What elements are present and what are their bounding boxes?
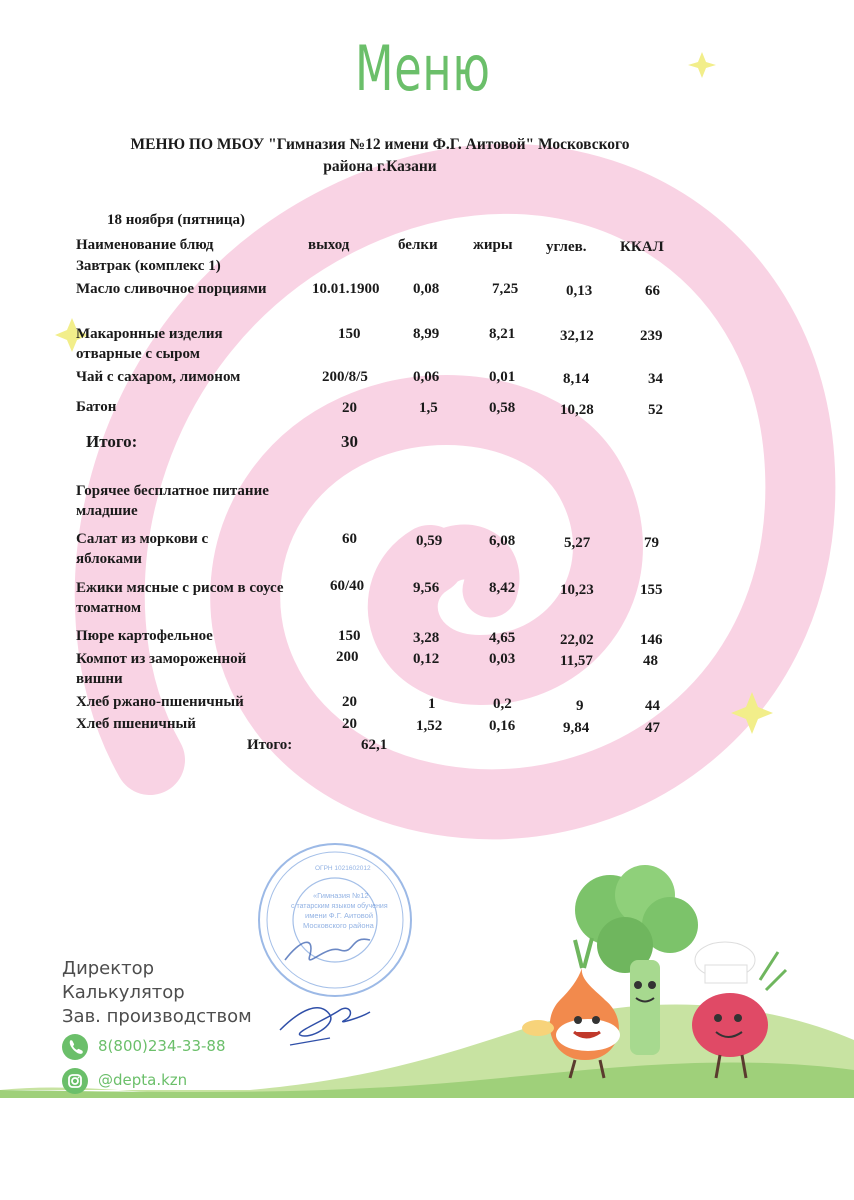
dish-kcal: 34 — [648, 371, 663, 387]
menu-logo-title: Меню — [355, 32, 491, 105]
dish-fat: 0,58 — [489, 400, 516, 416]
dish-protein: 1,52 — [416, 718, 443, 734]
signature-scribble — [270, 990, 380, 1050]
dish-kcal: 52 — [648, 402, 663, 418]
dish-protein: 0,12 — [413, 651, 440, 667]
dish-carbs: 10,28 — [560, 402, 594, 418]
dish-output: 200 — [336, 649, 359, 665]
dish-fat: 0,01 — [489, 369, 516, 385]
footer-role-calculator: Калькулятор — [62, 982, 185, 1003]
dish-fat: 0,2 — [493, 696, 512, 712]
dish-carbs: 10,23 — [560, 582, 594, 598]
col-header-kcal: ККАЛ — [620, 239, 664, 255]
svg-text:«Гимназия №12: «Гимназия №12 — [313, 891, 369, 900]
svg-text:ОГРН 1021602012: ОГРН 1021602012 — [315, 865, 371, 872]
menu-date: 18 ноября (пятница) — [107, 212, 245, 228]
dish-fat: 8,21 — [489, 326, 516, 342]
dish-name: Макаронные изделия отварные с сыром — [76, 326, 223, 362]
dish-carbs: 22,02 — [560, 632, 594, 648]
dish-kcal: 239 — [640, 328, 663, 344]
dish-output: 20 — [342, 694, 357, 710]
header-line-2: района г.Казани — [323, 158, 437, 175]
dish-name: Хлеб ржано-пшеничный — [76, 694, 244, 710]
dish-kcal: 66 — [645, 283, 660, 299]
dish-output: 60/40 — [330, 578, 365, 594]
dish-protein: 0,06 — [413, 369, 440, 385]
footer-role-director: Директор — [62, 958, 155, 979]
dish-name: Компот из замороженной вишни — [76, 651, 247, 687]
dish-name: Салат из моркови с яблоками — [76, 531, 209, 567]
dish-protein: 0,08 — [413, 281, 440, 297]
dish-kcal: 48 — [643, 653, 658, 669]
dish-fat: 0,03 — [489, 651, 516, 667]
dish-output: 150 — [338, 326, 361, 342]
dish-output: 150 — [338, 628, 361, 644]
dish-fat: 6,08 — [489, 533, 516, 549]
col-header-name: Наименование блюд — [76, 237, 214, 253]
dish-protein: 1,5 — [419, 400, 438, 416]
dish-output: 20 — [342, 716, 357, 732]
dish-fat: 7,25 — [492, 281, 519, 297]
svg-text:имени Ф.Г. Аитовой: имени Ф.Г. Аитовой — [305, 911, 374, 920]
dish-protein: 9,56 — [413, 580, 440, 596]
dish-kcal: 47 — [645, 720, 660, 736]
col-header-carbs: углев. — [546, 239, 587, 255]
lunch-total-label: Итого: — [247, 737, 293, 753]
dish-kcal: 146 — [640, 632, 663, 648]
menu-header — [100, 134, 660, 178]
dish-protein: 0,59 — [416, 533, 443, 549]
dish-protein: 3,28 — [413, 630, 440, 646]
lunch-section-title: Горячее бесплатное питание младшие — [76, 483, 269, 519]
dish-output: 60 — [342, 531, 357, 547]
footer-phone[interactable]: 8(800)234-33-88 — [98, 1037, 226, 1055]
dish-name: Масло сливочное порциями — [76, 281, 267, 297]
dish-carbs: 11,57 — [560, 653, 593, 669]
phone-icon — [62, 1034, 88, 1060]
dish-fat: 4,65 — [489, 630, 516, 646]
dish-output: 200/8/5 — [322, 369, 368, 385]
dish-name: Хлеб пшеничный — [76, 716, 196, 732]
dish-name: Чай с сахаром, лимоном — [76, 369, 241, 385]
header-line-1: МЕНЮ ПО МБОУ "Гимназия №12 имени Ф.Г. Аитовой" Московского — [130, 136, 630, 153]
footer-instagram[interactable]: @depta.kzn — [98, 1071, 188, 1089]
dish-carbs: 0,13 — [566, 283, 593, 299]
col-header-protein: белки — [398, 237, 438, 253]
breakfast-section-title: Завтрак (комплекс 1) — [76, 258, 221, 274]
dish-carbs: 5,27 — [564, 535, 591, 551]
breakfast-total-value: 30 — [341, 432, 358, 451]
dish-kcal: 44 — [645, 698, 660, 714]
col-header-output: выход — [308, 237, 350, 253]
dish-carbs: 32,12 — [560, 328, 594, 344]
dish-kcal: 79 — [644, 535, 659, 551]
dish-name: Ежики мясные с рисом в соусе томатном — [76, 580, 284, 616]
breakfast-total-label: Итого: — [86, 432, 138, 451]
dish-fat: 0,16 — [489, 718, 516, 734]
dish-protein: 8,99 — [413, 326, 440, 342]
dish-carbs: 9 — [576, 698, 584, 714]
dish-protein: 1 — [428, 696, 436, 712]
dish-carbs: 8,14 — [563, 371, 590, 387]
footer-role-production-head: Зав. производством — [62, 1006, 252, 1027]
dish-fat: 8,42 — [489, 580, 516, 596]
vegetable-characters-illustration — [520, 860, 790, 1080]
lunch-total-value: 62,1 — [361, 737, 388, 753]
dish-name: Батон — [76, 399, 117, 415]
dish-kcal: 155 — [640, 582, 663, 598]
dish-output: 20 — [342, 400, 357, 416]
col-header-fat: жиры — [473, 237, 513, 253]
dish-output: 10.01.1900 — [312, 281, 380, 297]
svg-text:Московского района: Московского района — [303, 921, 374, 930]
instagram-icon — [62, 1068, 88, 1094]
dish-carbs: 9,84 — [563, 720, 590, 736]
official-stamp — [255, 840, 415, 1000]
svg-text:с татарским языком обучения: с татарским языком обучения — [291, 903, 388, 910]
dish-name: Пюре картофельное — [76, 628, 213, 644]
